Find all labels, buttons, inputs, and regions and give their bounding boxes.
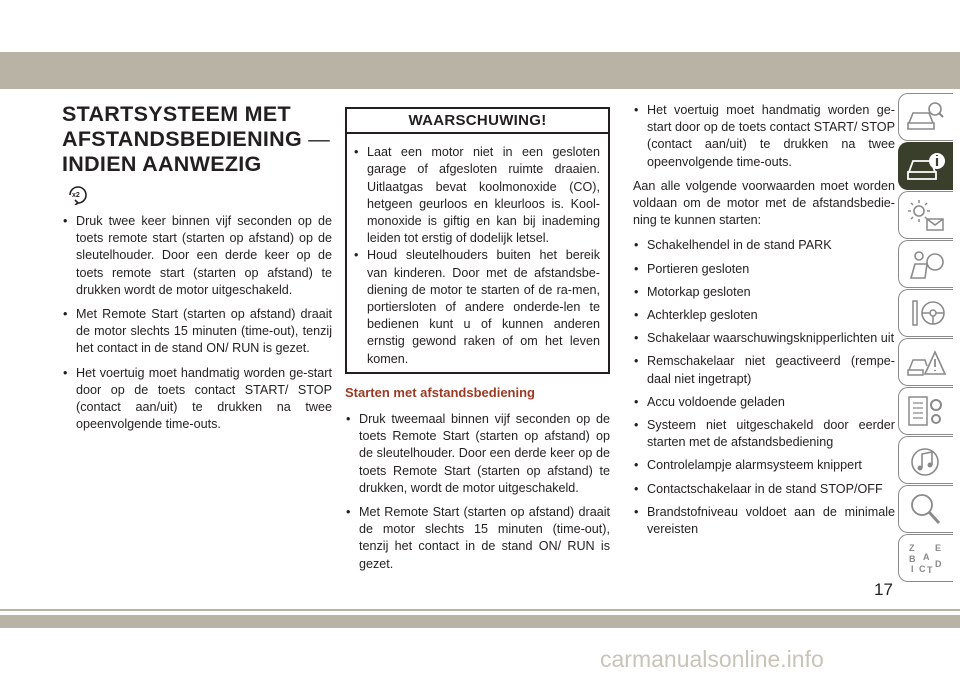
list-item: • Het voertuig moet handmatig worden ge-start door op de toets contact START/ STOP (contact aan/uit) te drukken na twee opeenvolgende time-outs. <box>633 102 895 171</box>
list-item: • Laat een motor niet in een gesloten garage of afgesloten ruimte draaien. Uitlaatgas bevat koolmonoxide (CO), hetgeen geurloos en kleurloos is. Kool-monoxide is giftig en kan bij inademing leiden tot erstig of dodelijk letsel. <box>353 144 600 247</box>
tab-maintenance[interactable] <box>898 387 953 435</box>
tab-steering-wheel[interactable] <box>898 289 953 337</box>
conditions-list <box>633 237 895 538</box>
tab-airbag[interactable] <box>898 240 953 288</box>
list-item: • Remschakelaar niet geactiveerd (rempe-daal niet ingetrapt) <box>633 353 895 387</box>
column-middle <box>345 107 610 580</box>
index-letter: T <box>927 565 933 575</box>
intro-list <box>62 213 332 433</box>
top-margin <box>0 0 960 52</box>
tab-multimedia[interactable] <box>898 436 953 484</box>
airbag-icon <box>905 246 947 282</box>
steering-wheel-icon <box>905 295 947 331</box>
section-title-line2: AFSTANDSBEDIENING <box>62 127 303 151</box>
manual-start-list <box>633 102 895 171</box>
subheading: Starten met afstandsbediening <box>345 384 535 400</box>
car-search-icon <box>905 99 945 135</box>
tab-hazard[interactable] <box>898 338 953 386</box>
tab-car-search[interactable] <box>898 93 953 141</box>
warning-list <box>353 144 600 368</box>
search-icon <box>905 491 947 527</box>
tab-search[interactable] <box>898 485 953 533</box>
warning-title: WAARSCHUWING! <box>347 107 608 134</box>
list-item: • Achterklep gesloten <box>633 307 895 324</box>
warning-lights-icon <box>905 197 947 233</box>
list-item: • Met Remote Start (starten op afstand) draait de motor slechts 15 minuten (time-out), tenzij het contact in de stand ON/ RUN is gezet. <box>62 306 332 358</box>
index-letter: D <box>935 559 942 569</box>
list-item: • Brandstofniveau voldoet aan de minimale vereisten <box>633 504 895 538</box>
list-item: • Controlelampje alarmsysteem knippert <box>633 457 895 474</box>
footer-line <box>0 609 960 611</box>
list-item: • Druk twee keer binnen vijf seconden op de toets remote start (starten op afstand) op de sleutelhouder. Door een derde keer op de toets remote start (starten op afstand) te drukken wordt de motor uitgeschakeld. <box>62 213 332 299</box>
tab-index[interactable] <box>898 534 953 582</box>
section-title <box>62 102 332 177</box>
footer-band <box>0 615 960 628</box>
list-item: • Druk tweemaal binnen vijf seconden op de toets Remote Start (starten op afstand) op de sleutelhouder. Door een derde keer op de toets Remote Start (starten op afstand) te drukken, wordt de motor uitgeschakeld. <box>345 411 610 497</box>
press-twice-icon <box>66 185 88 205</box>
index-letter: B <box>909 554 916 564</box>
index-icon <box>905 540 947 576</box>
page-number: 17 <box>874 580 893 599</box>
index-letter: E <box>935 543 942 553</box>
header-band <box>0 52 960 89</box>
list-item: • Systeem niet uitgeschakeld door eerder starten met de afstandsbediening <box>633 417 895 451</box>
list-item: • Schakelhendel in de stand PARK <box>633 237 895 254</box>
remote-start-list <box>345 411 610 573</box>
tab-car-info[interactable] <box>898 142 953 190</box>
list-item: • Houd sleutelhouders buiten het bereik van kinderen. Door met de afstandsbe-diening de motor te starten of de ra-men, portiersloten of andere onderde-len te bedienen kunt u of kunnen anderen ernstig gewond raken of om het leven komen. <box>353 247 600 367</box>
watermark: carmanualsonline.info <box>600 646 824 672</box>
index-letter: Z <box>909 543 915 553</box>
list-item: • Portieren gesloten <box>633 261 895 278</box>
multimedia-icon <box>905 442 947 478</box>
list-item: • Contactschakelaar in de stand STOP/OFF <box>633 481 895 498</box>
conditions-intro: Aan alle volgende voorwaarden moet worden voldaan om de motor met de afstandsbedie-ning te kunnen starten: <box>633 178 895 228</box>
tab-warning-lights[interactable] <box>898 191 953 239</box>
list-item: • Met Remote Start (starten op afstand) draait de motor slechts 15 minuten (time-out), tenzij het contact in de stand ON/ RUN is gezet. <box>345 504 610 573</box>
column-left <box>62 102 332 440</box>
section-title-line1: STARTSYSTEEM MET <box>62 102 291 126</box>
warning-box <box>345 107 610 374</box>
maintenance-icon <box>905 393 947 429</box>
warning-body <box>347 134 608 372</box>
index-letter: C <box>919 564 926 574</box>
index-letter: A <box>923 552 930 562</box>
index-letter: I <box>911 564 914 574</box>
press-twice-label: x2 <box>72 192 80 199</box>
car-info-icon <box>905 148 947 184</box>
list-item: • Het voertuig moet handmatig worden ge-start door op de toets contact START/ STOP (contact aan/uit) te drukken na twee opeenvolgende time-outs. <box>62 365 332 434</box>
hazard-triangle-icon <box>905 344 947 380</box>
section-title-dash: — <box>302 127 331 151</box>
section-title-line3: INDIEN AANWEZIG <box>62 152 262 176</box>
list-item: • Accu voldoende geladen <box>633 394 895 411</box>
column-right <box>633 102 895 544</box>
list-item: • Motorkap gesloten <box>633 284 895 301</box>
list-item: • Schakelaar waarschuwingsknipperlichten uit <box>633 330 895 347</box>
